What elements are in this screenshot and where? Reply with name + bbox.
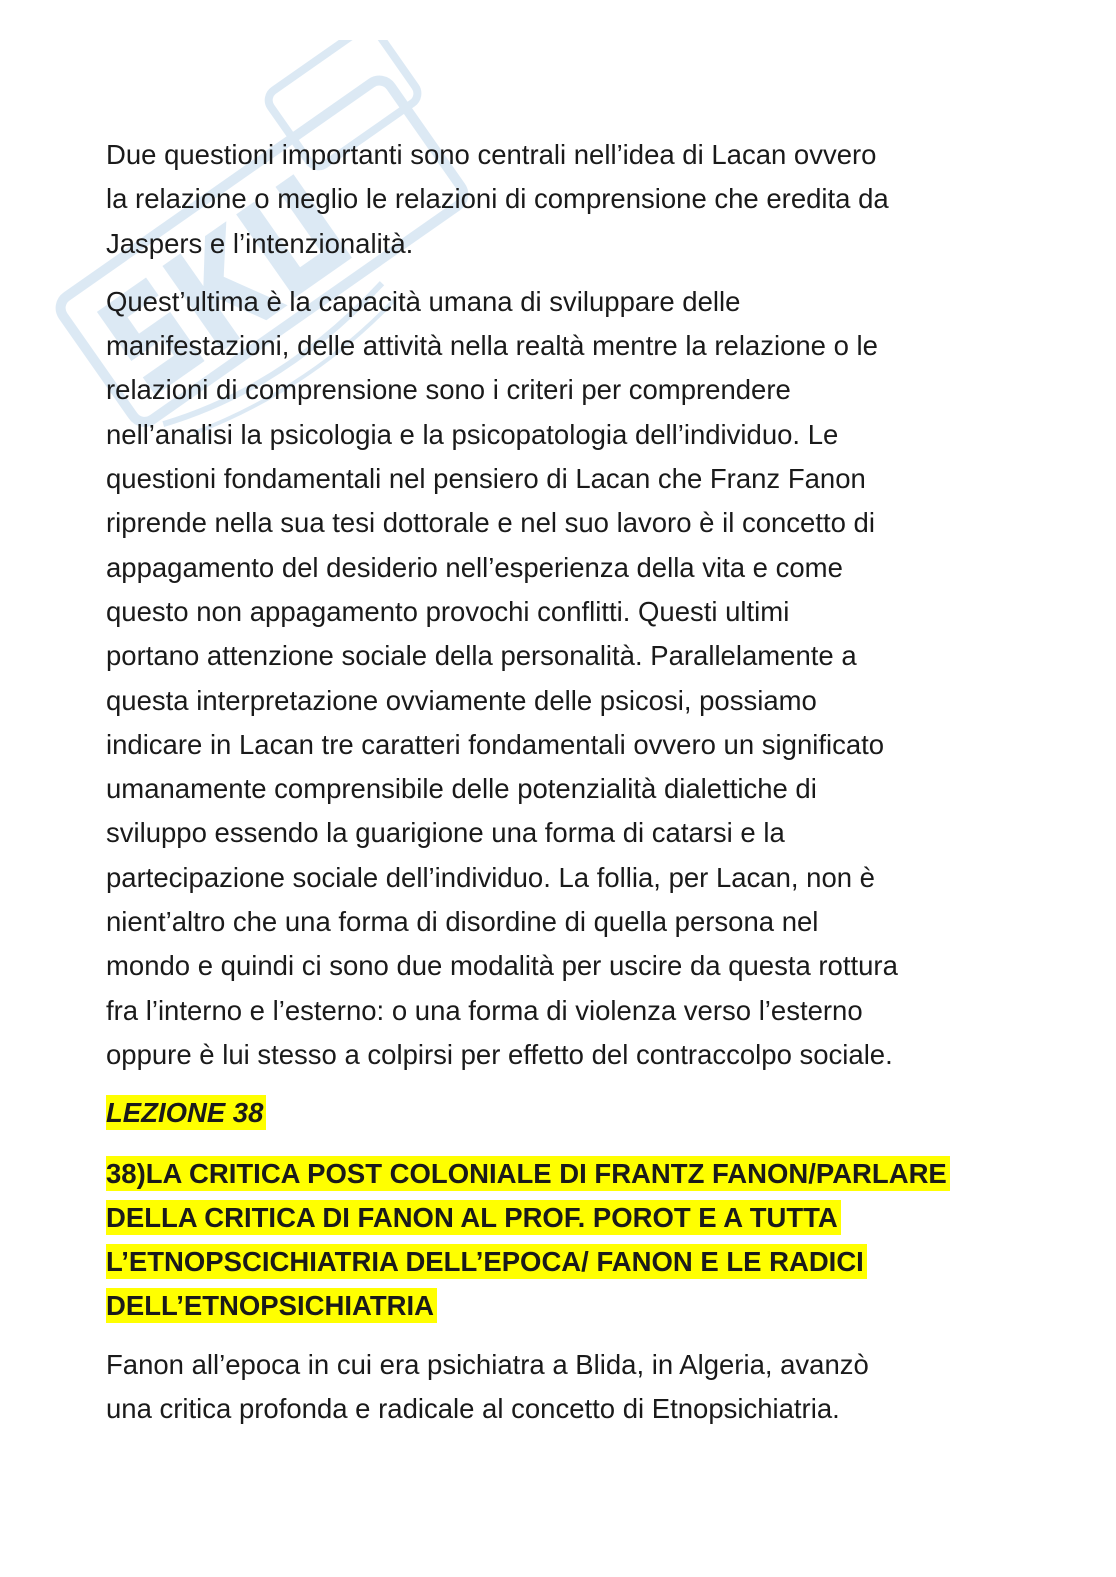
text-line: la relazione o meglio le relazioni di comprensione che eredita da <box>106 183 889 215</box>
text-line: Quest’ultima è la capacità umana di sviluppare delle <box>106 285 741 317</box>
text-line: appagamento del desiderio nell’esperienza della vita e come <box>106 551 843 583</box>
lesson-label-row <box>106 1091 1026 1135</box>
text-line: oppure è lui stesso a colpirsi per effetto del contraccolpo sociale. <box>106 1038 893 1070</box>
text-line: fra l’interno e l’esterno: o una forma di violenza verso l’esterno <box>106 994 863 1026</box>
page-content <box>106 133 1026 1445</box>
text-line: mondo e quindi ci sono due modalità per uscire da questa rottura <box>106 950 898 982</box>
paragraph-3 <box>106 1343 1026 1432</box>
paragraph-2 <box>106 280 1026 1077</box>
text-line: Fanon all’epoca in cui era psichiatra a Blida, in Algeria, avanzò <box>106 1348 869 1380</box>
text-line: Jaspers e l’intenzionalità. <box>106 227 414 259</box>
text-line: nell’analisi la psicologia e la psicopatologia dell’individuo. Le <box>106 418 839 450</box>
text-line: relazioni di comprensione sono i criteri per comprendere <box>106 374 791 406</box>
text-line: Due questioni importanti sono centrali nell’idea di Lacan ovvero <box>106 139 877 170</box>
text-line: questa interpretazione ovviamente delle psicosi, possiamo <box>106 684 817 716</box>
text-line: partecipazione sociale dell’individuo. La follia, per Lacan, non è <box>106 861 875 893</box>
lesson-label: LEZIONE 38 <box>106 1095 266 1130</box>
text-line: una critica profonda e radicale al concetto di Etnopsichiatria. <box>106 1393 840 1425</box>
heading-line: DELLA CRITICA DI FANON AL PROF. POROT E A TUTTA <box>106 1200 841 1235</box>
heading-line: 38)LA CRITICA POST COLONIALE DI FRANTZ FANON/PARLARE <box>106 1156 950 1191</box>
text-line: riprende nella sua tesi dottorale e nel suo lavoro è il concetto di <box>106 507 875 539</box>
text-line: manifestazioni, delle attività nella realtà mentre la relazione o le <box>106 330 878 362</box>
text-line: sviluppo essendo la guarigione una forma di catarsi e la <box>106 817 785 849</box>
heading-line: L’ETNOPSCICHIATRIA DELL’EPOCA/ FANON E LE RADICI <box>106 1244 867 1279</box>
text-line: indicare in Lacan tre caratteri fondamentali ovvero un significato <box>106 728 885 760</box>
section-heading <box>106 1152 1026 1329</box>
text-line: nient’altro che una forma di disordine di quella persona nel <box>106 906 819 938</box>
text-line: umanamente comprensibile delle potenzialità dialettiche di <box>106 773 817 805</box>
text-line: portano attenzione sociale della personalità. Parallelamente a <box>106 640 857 672</box>
heading-line: DELL’ETNOPSICHIATRIA <box>106 1288 437 1323</box>
paragraph-1 <box>106 133 1026 266</box>
text-line: questioni fondamentali nel pensiero di Lacan che Franz Fanon <box>106 463 866 495</box>
text-line: questo non appagamento provochi conflitti. Questi ultimi <box>106 595 790 627</box>
